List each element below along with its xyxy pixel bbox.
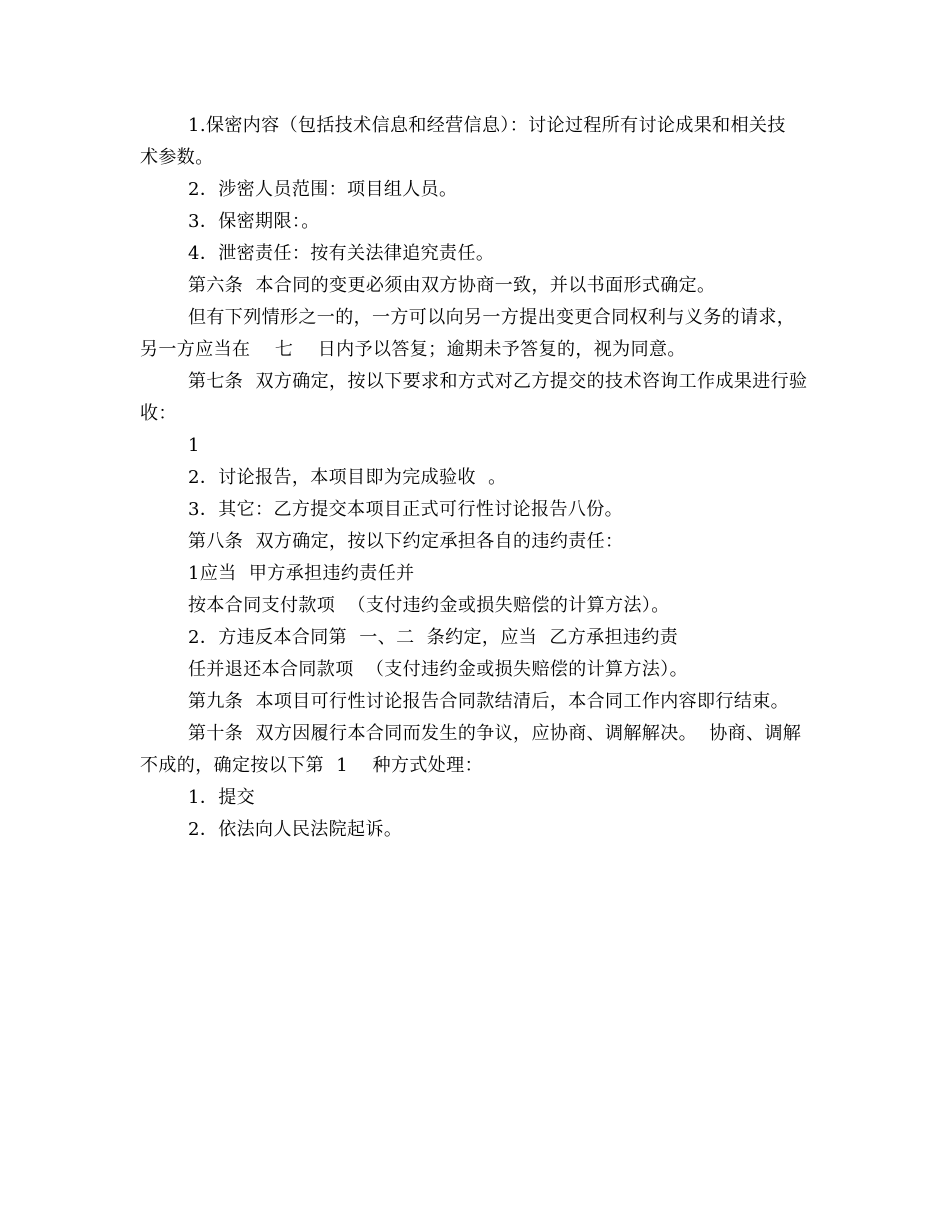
document-line: 4．泄密责任：按有关法律追究责任。: [188, 243, 495, 264]
document-body: [140, 110, 812, 846]
document-line: 另一方应当在 七 日内予以答复；逾期未予答复的，视为同意。: [140, 339, 686, 360]
document-line: 1: [188, 435, 200, 456]
document-line: 3．保密期限：。: [188, 211, 320, 232]
document-line: 按本合同支付款项 （支付违约金或损失赔偿的计算方法）。: [188, 595, 670, 616]
document-line: 第八条 双方确定，按以下约定承担各自的违约责任：: [188, 531, 624, 552]
document-line: 第十条 双方因履行本合同而发生的争议，应协商、调解解决。 协商、调解: [188, 723, 802, 744]
document-line: 术参数。: [140, 147, 214, 168]
document-line: 1.保密内容（包括技术信息和经营信息）：讨论过程所有讨论成果和相关技: [188, 115, 786, 136]
document-line: 2．涉密人员范围：项目组人员。: [188, 179, 458, 200]
document-line: 1．提交: [188, 787, 256, 808]
document-line: 收：: [140, 403, 177, 424]
document-line: 2．方违反本合同第 一、二 条约定，应当 乙方承担违约责: [188, 627, 679, 648]
document-line: 1应当 甲方承担违约责任并: [188, 563, 415, 584]
document-line: 2．依法向人民法院起诉。: [188, 819, 403, 840]
document-line: 3．其它：乙方提交本项目正式可行性讨论报告八份。: [188, 499, 624, 520]
document-line: 但有下列情形之一的，一方可以向另一方提出变更合同权利与义务的请求，: [188, 307, 796, 328]
document-line: 不成的，确定按以下第 1 种方式处理：: [140, 755, 483, 776]
document-line: 第七条 双方确定，按以下要求和方式对乙方提交的技术咨询工作成果进行验: [188, 371, 808, 392]
document-line: 2．讨论报告，本项目即为完成验收 。: [188, 467, 507, 488]
document-line: 第九条 本项目可行性讨论报告合同款结清后，本合同工作内容即行结束。: [188, 691, 790, 712]
document-line: 任并退还本合同款项 （支付违约金或损失赔偿的计算方法）。: [188, 659, 689, 680]
document-line: 第六条 本合同的变更必须由双方协商一致，并以书面形式确定。: [188, 275, 716, 296]
